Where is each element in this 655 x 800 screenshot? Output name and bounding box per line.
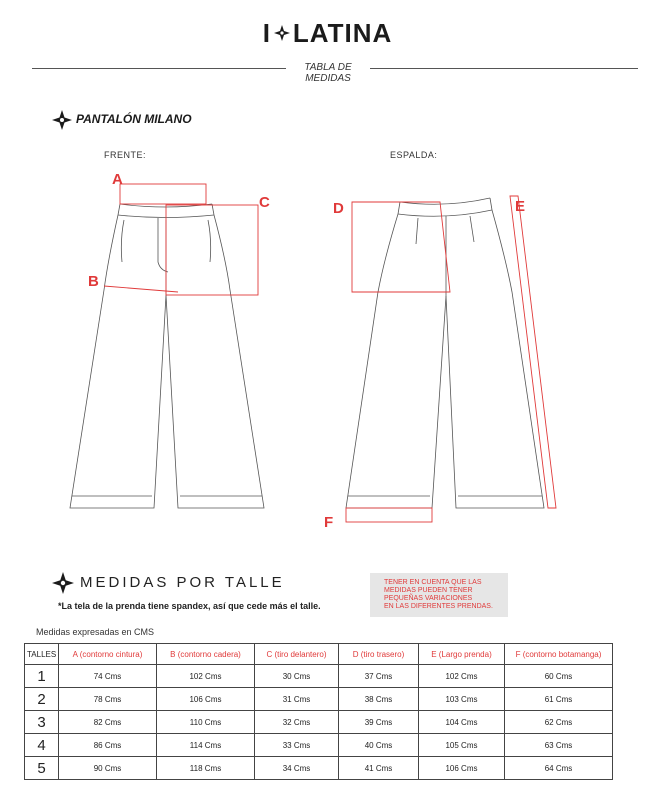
units-label: Medidas expresadas en CMS [36, 627, 155, 637]
header-cell: D (tiro trasero) [339, 644, 419, 665]
table-cell: 106 Cms [157, 688, 255, 711]
notice-line-4: EN LAS DIFERENTES PRENDAS. [384, 603, 493, 610]
table-cell: 106 Cms [419, 757, 505, 780]
sizes-section-title [52, 572, 285, 594]
brand-name-left: I [262, 18, 271, 48]
table-cell: 82 Cms [59, 711, 157, 734]
size-cell: 2 [25, 688, 59, 711]
table-cell: 32 Cms [255, 711, 339, 734]
table-cell: 105 Cms [419, 734, 505, 757]
table-cell: 74 Cms [59, 665, 157, 688]
table-cell: 40 Cms [339, 734, 419, 757]
letter-a: A [112, 171, 123, 188]
header-cell: F (contorno botamanga) [505, 644, 613, 665]
header-cell: E (Largo prenda) [419, 644, 505, 665]
table-cell: 103 Cms [419, 688, 505, 711]
sizes-title-text: MEDIDAS POR TALLE [80, 573, 285, 591]
table-row [25, 711, 613, 734]
table-cell: 39 Cms [339, 711, 419, 734]
notice-line-2: MEDIDAS PUEDEN TENER [384, 587, 473, 594]
subtitle-line-2: MEDIDAS [305, 73, 351, 84]
header-cell: B (contorno cadera) [157, 644, 255, 665]
table-cell: 37 Cms [339, 665, 419, 688]
table-header-row [25, 644, 613, 665]
table-cell: 104 Cms [419, 711, 505, 734]
brand-name-right: LATINA [292, 18, 393, 48]
notice-line-3: PEQUEÑAS VARIACIONES [384, 595, 473, 602]
front-pants-illustration [70, 204, 264, 508]
letter-c: C [259, 194, 270, 211]
table-cell: 33 Cms [255, 734, 339, 757]
back-view-label: ESPALDA: [390, 150, 438, 160]
variation-notice [370, 573, 508, 617]
letter-e: E [515, 198, 526, 215]
product-name: PANTALÓN MILANO [76, 112, 192, 127]
table-cell: 34 Cms [255, 757, 339, 780]
table-cell: 118 Cms [157, 757, 255, 780]
table-cell: 41 Cms [339, 757, 419, 780]
header-cell: TALLES [25, 644, 59, 665]
table-row [25, 757, 613, 780]
table-cell: 31 Cms [255, 688, 339, 711]
size-cell: 3 [25, 711, 59, 734]
header-cell: A (contorno cintura) [59, 644, 157, 665]
table-cell: 64 Cms [505, 757, 613, 780]
table-cell: 62 Cms [505, 711, 613, 734]
table-row [25, 665, 613, 688]
table-cell: 86 Cms [59, 734, 157, 757]
table-cell: 63 Cms [505, 734, 613, 757]
subtitle-line-1: TABLA DE [304, 62, 352, 73]
table-cell: 78 Cms [59, 688, 157, 711]
table-row [25, 734, 613, 757]
table-cell: 90 Cms [59, 757, 157, 780]
back-measurement-guides [346, 196, 556, 522]
table-cell: 114 Cms [157, 734, 255, 757]
size-cell: 4 [25, 734, 59, 757]
front-view-label: FRENTE: [104, 150, 147, 160]
size-cell: 5 [25, 757, 59, 780]
size-cell: 1 [25, 665, 59, 688]
letter-f: F [324, 514, 334, 531]
table-cell: 102 Cms [419, 665, 505, 688]
letter-d: D [333, 200, 344, 217]
table-cell: 60 Cms [505, 665, 613, 688]
star-icon [52, 572, 74, 594]
table-row [25, 688, 613, 711]
notice-line-1: TENER EN CUENTA QUE LAS [384, 579, 482, 586]
table-cell: 102 Cms [157, 665, 255, 688]
fabric-note: *La tela de la prenda tiene spandex, así que cede más el talle. [58, 601, 321, 611]
letter-b: B [88, 273, 99, 290]
table-cell: 110 Cms [157, 711, 255, 734]
size-chart-table [24, 643, 613, 780]
table-cell: 38 Cms [339, 688, 419, 711]
front-measurement-guides [104, 184, 258, 295]
table-cell: 30 Cms [255, 665, 339, 688]
header-cell: C (tiro delantero) [255, 644, 339, 665]
table-cell: 61 Cms [505, 688, 613, 711]
